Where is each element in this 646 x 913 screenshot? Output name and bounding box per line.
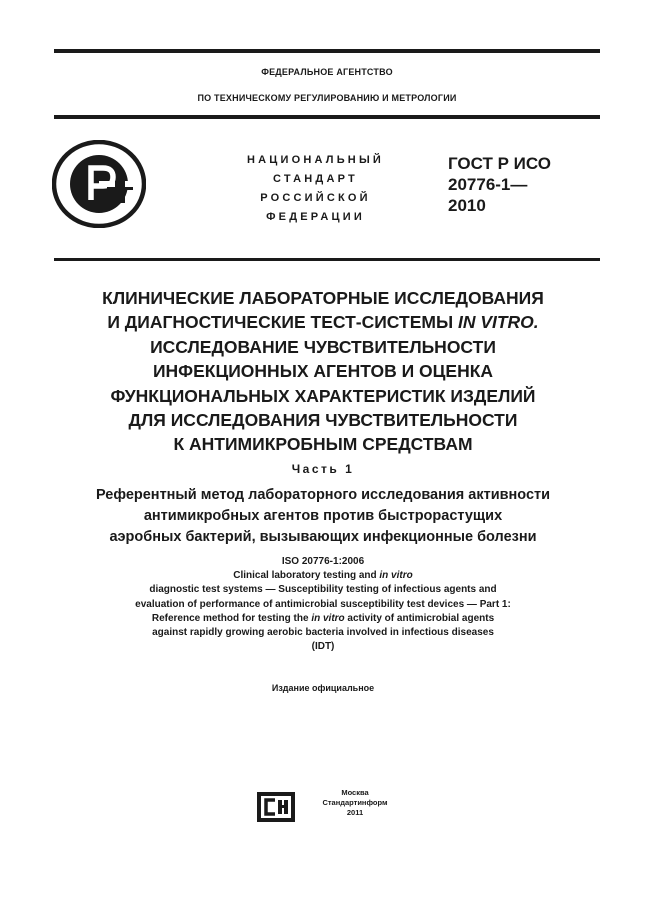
english-line-5: against rapidly growing aerobic bacteria involved in infectious diseases (152, 627, 494, 639)
english-line-6: (IDT) (311, 641, 335, 653)
document-title (40, 286, 606, 457)
english-line-1-italic: in vitro (379, 570, 413, 582)
title-line-2-text: И ДИАГНОСТИЧЕСКИЕ ТЕСТ-СИСТЕМЫ (107, 312, 458, 333)
publisher-city: Москва (341, 788, 369, 797)
document-subtitle (40, 485, 606, 548)
title-line-6: ДЛЯ ИССЛЕДОВАНИЯ ЧУВСТВИТЕЛЬНОСТИ (128, 410, 518, 431)
title-line-4: ИНФЕКЦИОННЫХ АГЕНТОВ И ОЦЕНКА (152, 361, 494, 382)
english-line-2: diagnostic test systems — Susceptibility testing of infectious agents and (149, 584, 497, 596)
standard-type-line-3: РОССИЙСКОЙ (260, 192, 371, 204)
standard-type-line-1: НАЦИОНАЛЬНЫЙ (246, 154, 385, 166)
english-title (40, 555, 606, 654)
title-line-1: КЛИНИЧЕСКИЕ ЛАБОРАТОРНЫЕ ИССЛЕДОВАНИЯ (102, 288, 544, 308)
english-line-1 (40, 569, 606, 583)
rst-emblem-icon (52, 140, 146, 233)
title-rule (54, 258, 600, 261)
title-line-3: ИССЛЕДОВАНИЕ ЧУВСТВИТЕЛЬНОСТИ (150, 336, 496, 357)
agency-line-1: ФЕДЕРАЛЬНОЕ АГЕНТСТВО (261, 67, 393, 77)
designation-line-2: 20776-1— (448, 175, 528, 194)
publisher-name: Стандартинформ (322, 798, 388, 807)
publisher-year: 2011 (346, 808, 364, 817)
top-rule (54, 49, 600, 53)
header-rule (54, 115, 600, 119)
standard-designation (448, 153, 551, 216)
subtitle-line-2: антимикробных агентов против быстрорастущих (143, 508, 503, 524)
standard-type-line-4: ФЕДЕРАЦИИ (266, 211, 365, 223)
english-line-1-text: Clinical laboratory testing and (233, 570, 380, 582)
agency-line-2: ПО ТЕХНИЧЕСКОМУ РЕГУЛИРОВАНИЮ И МЕТРОЛОГИИ (197, 93, 457, 103)
designation-line-3: 2010 (448, 196, 486, 215)
edition-label: Издание официальное (271, 683, 375, 693)
title-line-2 (40, 310, 606, 334)
english-line-4-italic: in vitro (311, 612, 345, 624)
standard-type-line-2: СТАНДАРТ (273, 173, 358, 185)
english-line-4-text-c: activity of antimicrobial agents (344, 612, 495, 624)
title-line-5: ФУНКЦИОНАЛЬНЫХ ХАРАКТЕРИСТИК ИЗДЕЛИЙ (110, 385, 536, 406)
standard-type (228, 151, 403, 227)
english-line-3: evaluation of performance of antimicrobial susceptibility test devices — Part 1: (135, 598, 511, 610)
part-label: Часть 1 (291, 462, 355, 476)
subtitle-line-3: аэробных бактерий, вызывающих инфекционные болезни (109, 529, 537, 545)
title-line-7: К АНТИМИКРОБНЫМ СРЕДСТВАМ (173, 434, 473, 455)
title-line-2-italic: IN VITRO. (457, 312, 539, 333)
designation-line-1: ГОСТ Р ИСО (448, 154, 551, 173)
publisher-info (300, 788, 410, 818)
iso-designation: ISO 20776-1:2006 (281, 556, 365, 567)
english-line-4 (40, 612, 606, 626)
subtitle-line-1: Референтный метод лабораторного исследования активности (95, 487, 551, 503)
standartinform-logo-icon (256, 791, 296, 823)
english-line-4-text-a: Reference method for testing the (151, 612, 312, 624)
